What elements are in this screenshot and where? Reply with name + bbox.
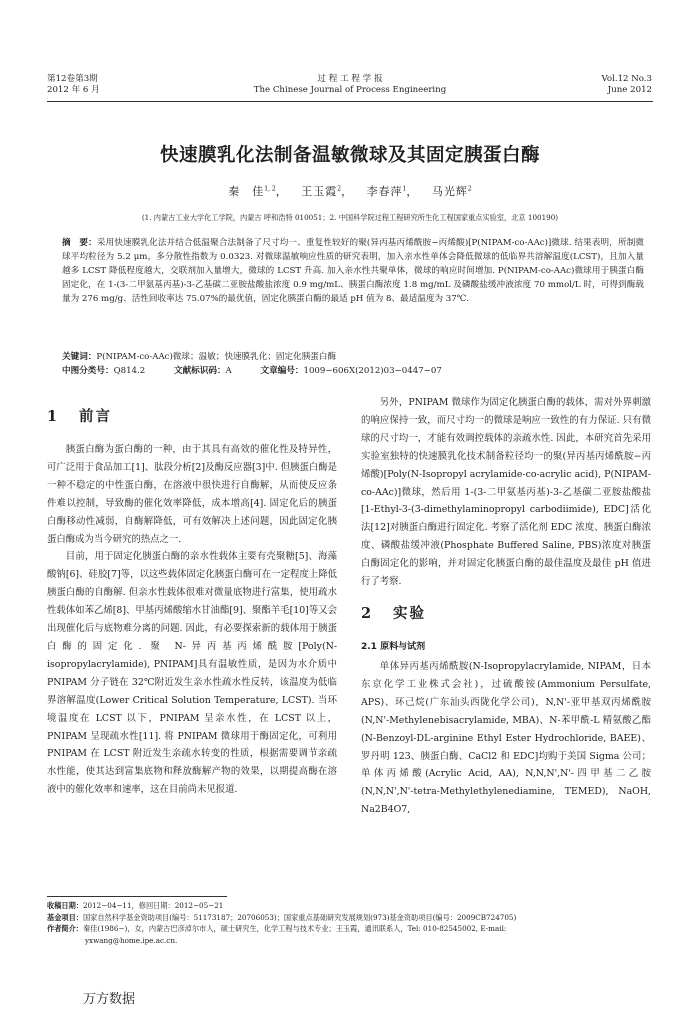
footnote (47, 900, 657, 946)
date-en: June 2012 (607, 85, 652, 95)
author-name: 秦 佳 (228, 185, 265, 198)
running-header-right (602, 74, 652, 96)
keywords (62, 350, 644, 364)
author-email: yxwang@home.ipe.ac.cn. (85, 935, 178, 945)
journal-name-cn: 过 程 工 程 学 报 (317, 74, 383, 84)
running-header-center (0, 74, 700, 96)
author-affil-mark: 2 (467, 185, 472, 193)
abstract-label: 摘 要： (62, 238, 97, 248)
article-no-label: 文章编号： (260, 366, 304, 376)
left-column (47, 394, 337, 799)
received-dates: 2012−04−11，修回日期：2012−05−21 (82, 901, 224, 910)
section-title: 实验 (393, 604, 426, 622)
author-affil-mark: 1 (402, 185, 407, 193)
author-name: 马光辉 (431, 185, 468, 198)
section-heading-introduction (47, 394, 337, 441)
author-bio-label: 作者简介： (47, 924, 83, 933)
paragraph: 胰蛋白酶为蛋白酶的一种，由于其具有高效的催化性及特异性，可广泛用于食品加工[1]、肽段分析[2]及酶反应器[3]中. 但胰蛋白酶是一种不稳定的中性蛋白酶，在溶液中很快进行自酶解，从而使反应条件难以控制，导致酶的催化效率降低，成本增高[4]. 固定化后的胰蛋白酶移动性减弱，自酶解降低，可有效解决上述问题，因此固定化胰蛋白酶成为当今研究的热点之一. (47, 444, 337, 545)
author-list: 秦 佳$^{1, 2}$， 王玉霞$^2$， 李春萍$^1$， 马光辉$^2$ (228, 185, 472, 198)
fund-label: 基金项目： (47, 912, 83, 922)
author-name: 李春萍 (366, 185, 403, 198)
section-number: 2 (361, 604, 372, 622)
section-heading-experiment (361, 591, 651, 638)
clc-value: Q814.2 (113, 366, 146, 376)
author-name: 王玉霞 (301, 185, 338, 198)
abstract-text: 采用快速膜乳化法并结合低温聚合法制备了尺寸均一、重复性较好的聚(异丙基丙烯酰胺−丙烯酸)[P(NIPAM-co-AAc)]微球. 结果表明，所制微球平均粒径为 5.2 μm，多分散性指数为 0.0323. 对微球温敏响应性质的研究表明，加入亲水性单体会降低微球的低临界共溶解温度(LCST)，且加入量越多 LCST 降低程度越大，交联剂加入量增大，微球的 LCST 升高. 加入亲水性共聚单体，微球的响应时间增加. P(NIPAM-co-AAc)微球用于胰蛋白酶固定化，在 1-(3-二甲氨基丙基)-3-乙基碳二亚胺盐酸盐浓度 0.9 mg/mL、胰蛋白酶浓度 1.8 mg/mL 及磷酸盐缓冲液浓度 70 mmol/L 时，可得到酶载量为 276 mg/g、活性回收率达 75.07%的最优值，固定化胰蛋白酶的最适 pH 值为 8、最适温度为 37℃. (62, 238, 644, 305)
doc-code-value: A (225, 366, 232, 376)
paragraph: 单体异丙基丙烯酰胺(N-Isopropylacrylamide, NIPAM，日本东京化学工业株式会社)，过硫酸铵(Ammonium Persulfate, APS)、环己烷(广东汕头西陇化学公司)，N,N'-亚甲基双丙烯酰胺(N,N'-Methylenebisacrylamide, MBA)、N-苯甲酰-L 精氨酸乙酯(N-Benzoyl-DL-arginine Ethyl Ester Hydrochloride, BAEE)、罗丹明 123、胰蛋白酶、CaCl2 和 EDC]均购于美国 Sigma 公司；单体丙烯酸(Acrylic Acid, AA), N,N,N',N'-四甲基二乙胺(N,N,N',N'-tetra-Methylethylenediamine, TEMED), NaOH, Na2B4O7, (361, 660, 651, 816)
keywords-text: P(NIPAM-co-AAc)微球；温敏；快速膜乳化；固定化胰蛋白酶 (96, 352, 337, 362)
paragraph: 目前，用于固定化胰蛋白酶的亲水性载体主要有壳聚糖[5]、海藻酸钠[6]、硅胶[7]等，以这些载体固定化胰蛋白酶可在一定程度上降低胰蛋白酶的自酶解. 但亲水性载体很难对微量底物进行富集，使用疏水性载体如苯乙烯[8]、甲基丙烯酸缩水甘油酯[9]、聚酯羊毛[10]等又会出现催化后与底物难分离的问题. 因此，有必要探索新的载体用于胰蛋白酶的固定化. 聚 N-异丙基丙烯酰胺[Poly(N-isopropylacrylamide), PNIPAM]具有温敏性质，是因为水介质中 PNIPAM 分子链在 32℃附近发生亲水性疏水性反转，该温度为低临界溶解温度(Lower Critical Solution Temperature, LCST). 当环境温度在 LCST 以下，PNIPAM 呈亲水性，在 LCST 以上，PNIPAM 呈现疏水性[11]. 将 PNIPAM 微球用于酶固定化，可利用 PNIPAM 在 LCST 附近发生亲疏水转变的性质，根据需要调节亲疏水性能，使其达到富集底物和释放酶解产物的效果，以期提高酶在溶液中的催化效率和速率，这在目前尚未见报道. (47, 551, 337, 796)
doc-code-label: 文献标识码： (173, 366, 226, 376)
fund-line (47, 912, 657, 924)
volume-issue-cn: 第12卷第3期 (47, 74, 98, 84)
author-bio-text: 秦佳(1986−)，女，内蒙古巴彦淖尔市人，硕士研究生，化学工程与技术专业；王玉霞，通讯联系人，Tel: 010-82545002, E-mail: (82, 924, 507, 933)
section-number: 1 (47, 408, 58, 425)
abstract (62, 236, 644, 306)
date-cn: 2012 年 6 月 (47, 85, 100, 95)
paragraph: 另外，PNIPAM 微球作为固定化胰蛋白酶的载体，需对外界刺激的响应保持一致，而尺寸均一的微球是响应一致性的有力保证. 只有微球的尺寸均一，才能有效调控载体的亲疏水性. 因此，本研究首先采用实验室独特的快速膜乳化技术制备粒径均一的聚(异丙基丙烯酰胺−丙烯酸)[Poly(N-Isopropyl acrylamide-co-acrylic acid), P(NIPAM-co-AAc)]微球，然后用 1-(3-二甲氨基丙基)-3-乙基碳二亚胺盐酸盐[1-Ethyl-3-(3-dimethylaminopropyl carbodiimide), EDC]活化法[12]对胰蛋白酶进行固定化. 考察了活化剂 EDC 浓度、胰蛋白酶浓度、磷酸盐缓冲液(Phosphate Buffered Saline, PBS)浓度对胰蛋白酶固定化的影响，并对固定化胰蛋白酶的最佳温度及最佳 pH 值进行了考察. (361, 397, 651, 588)
footnote-rule (47, 896, 227, 897)
article-no-value: 1009−606X(2012)03−0447−07 (303, 366, 442, 376)
watermark-text: 万方数据 (83, 992, 136, 1007)
section-title: 前言 (79, 408, 112, 425)
header-rule (47, 101, 653, 102)
journal-name-en: The Chinese Journal of Process Engineering (253, 85, 447, 95)
received-label: 收稿日期： (47, 901, 83, 910)
author-affil-mark: 1, 2 (264, 185, 276, 193)
affiliations: (1. 内蒙古工业大学化工学院，内蒙古 呼和浩特 010051；2. 中国科学院过程工程研究所生化工程国家重点实验室，北京 100190) (141, 213, 559, 222)
volume-issue-en: Vol.12 No.3 (601, 74, 652, 84)
keywords-label: 关键词： (62, 352, 97, 362)
fund-text: 国家自然科学基金资助项目(编号：51173187；20706053)；国家重点基础研究发展规划(973)基金资助项目(编号：2009CB724705) (82, 912, 517, 922)
classification-line (62, 364, 662, 378)
author-bio-line (47, 923, 657, 935)
author-affil-mark: 2 (337, 185, 342, 193)
clc-label: 中图分类号： (62, 366, 114, 376)
received-line (47, 900, 657, 912)
article-title: 快速膜乳化法制备温敏微球及其固定胰蛋白酶 (159, 145, 540, 166)
right-column (361, 394, 651, 819)
subsection-heading: 2.1 原料与试剂 (361, 641, 426, 652)
